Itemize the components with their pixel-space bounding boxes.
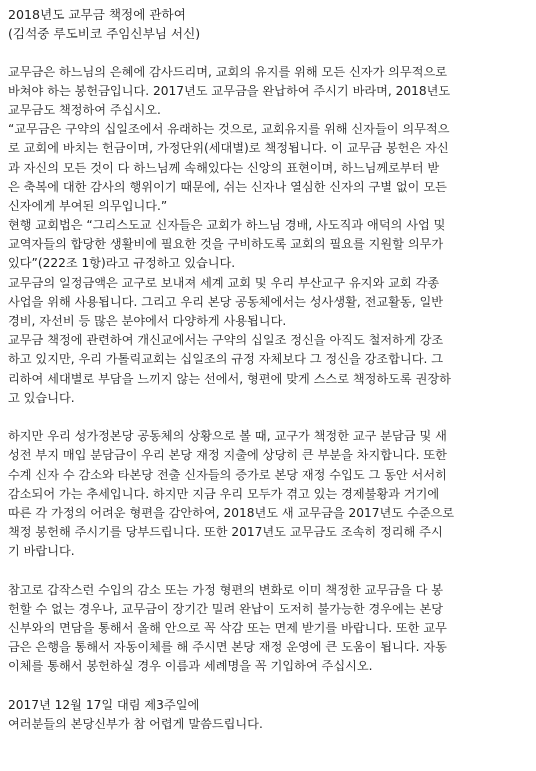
text-line: 헌할 수 없는 경우나, 교무금이 장기간 밀려 완납이 도저히 불가능한 경우에는 본당 — [8, 601, 444, 616]
paragraph-parish-situation — [8, 427, 528, 561]
text-line: “교무금은 구약의 십일조에서 유래하는 것으로, 교회유지를 위해 신자들이 의무적으 — [8, 122, 450, 137]
text-line: 교무금은 하느님의 은혜에 감사드리며, 교회의 유지를 위해 모든 신자가 의무적으로 — [8, 64, 448, 79]
letter-title: 2018년도 교무금 책정에 관하여 — [8, 7, 186, 22]
text-line: 기 바랍니다. — [8, 544, 75, 559]
paragraph-canon-law — [8, 216, 528, 274]
blank-line — [8, 677, 528, 696]
text-line: 바쳐야 하는 봉헌금입니다. 2017년도 교무금을 완납하여 주시기 바라며, 2018년도 — [8, 83, 451, 98]
text-line: 교무금 책정에 관련하여 개신교에서는 구약의 십일조 정신을 아직도 철저하게 강조 — [8, 333, 444, 348]
paragraph-reference — [8, 581, 528, 677]
text-line: 참고로 갑작스런 수입의 감소 또는 가정 형편의 변화로 이미 책정한 교무금을 다 봉 — [8, 582, 444, 597]
text-line: 하지만 우리 성가정본당 공동체의 상황으로 볼 때, 교구가 책정한 교구 분담금 및 새 — [8, 429, 447, 444]
letter-header — [8, 5, 528, 43]
text-line: 현행 교회법은 “그리스도교 신자들은 교회가 하느님 경배, 사도직과 애덕의 사업 및 — [8, 218, 446, 233]
paragraph-quote — [8, 120, 528, 216]
text-line: 로 교회에 바치는 헌금이며, 가정단위(세대별)로 책정됩니다. 이 교무금 봉헌은 자신 — [8, 141, 449, 156]
text-line: 은 축복에 대한 감사의 행위이기 때문에, 쉬는 신자나 열심한 신자의 구별 없이 모든 — [8, 179, 447, 194]
text-line: 성전 부지 매입 분담금이 우리 본당 재정 지출에 상당히 큰 부분을 차지합니다. 또한 — [8, 448, 447, 463]
text-line: 책정 봉헌해 주시기를 당부드립니다. 또한 2017년도 교무금도 조속히 정리해 주시 — [8, 525, 443, 540]
text-line: 사업을 위해 사용됩니다. 그리고 우리 본당 공동체에서는 성사생활, 전교활동, 일반 — [8, 294, 444, 309]
letter-closing — [8, 696, 528, 734]
text-line: 과 자신의 모든 것이 다 하느님께 속해있다는 신앙의 표현이며, 하느님께로부터 받 — [8, 160, 440, 175]
blank-line — [8, 43, 528, 62]
text-line: 고 있습니다. — [8, 390, 75, 405]
text-line: 이체를 통해서 봉헌하실 경우 이름과 세례명을 꼭 기입하여 주십시오. — [8, 659, 373, 674]
text-line: 경비, 자선비 등 많은 분야에서 다양하게 사용됩니다. — [8, 314, 287, 328]
letter-date: 2017년 12월 17일 대림 제3주일에 — [8, 697, 200, 712]
blank-line — [8, 561, 528, 580]
blank-line — [8, 408, 528, 427]
paragraph-tithe — [8, 331, 528, 408]
text-line: 리하여 세대별로 부담을 느끼지 않는 선에서, 형편에 맞게 스스로 책정하도록 권장하 — [8, 371, 451, 386]
letter-subtitle: (김석중 루도비코 주임신부님 서신) — [8, 26, 201, 42]
paragraph-usage — [8, 274, 528, 332]
text-line: 하고 있지만, 우리 가톨릭교회는 십일조의 규정 자체보다 그 정신을 강조합니다. 그 — [8, 352, 444, 367]
paragraph-intro — [8, 63, 528, 121]
text-line: 따른 각 가정의 어려운 형편을 감안하여, 2018년도 새 교무금을 2017년도 수준으로 — [8, 505, 455, 520]
text-line: 금은 은행을 통해서 자동이체를 해 주시면 본당 재정 운영에 큰 도움이 됩니다. 자동 — [8, 640, 447, 655]
text-line: 교무금도 책정하여 주십시오. — [8, 102, 161, 117]
text-line: 있다”(222조 1항)라고 규정하고 있습니다. — [8, 256, 236, 271]
text-line: 감소되어 가는 추세입니다. 하지만 지금 우리 모두가 겪고 있는 경제불황과 거기에 — [8, 486, 440, 501]
text-line: 교역자들의 합당한 생활비에 필요한 것을 구비하도록 교회의 필요를 지원할 의무가 — [8, 237, 444, 252]
text-line: 신자에게 부여된 의무입니다.” — [8, 198, 168, 213]
letter-signature: 여러분들의 본당신부가 참 어렵게 말씀드립니다. — [8, 716, 263, 731]
text-line: 교무금의 일정금액은 교구로 보내져 세계 교회 및 우리 부산교구 유지와 교회 각종 — [8, 275, 440, 290]
text-line: 신부와의 면담을 통해서 올해 안으로 꼭 삭감 또는 면제 받기를 바랍니다. 또한 교무 — [8, 621, 447, 635]
text-line: 수계 신자 수 감소와 타본당 전출 신자들의 증가로 본당 재정 수입도 그 동안 서서히 — [8, 467, 447, 482]
